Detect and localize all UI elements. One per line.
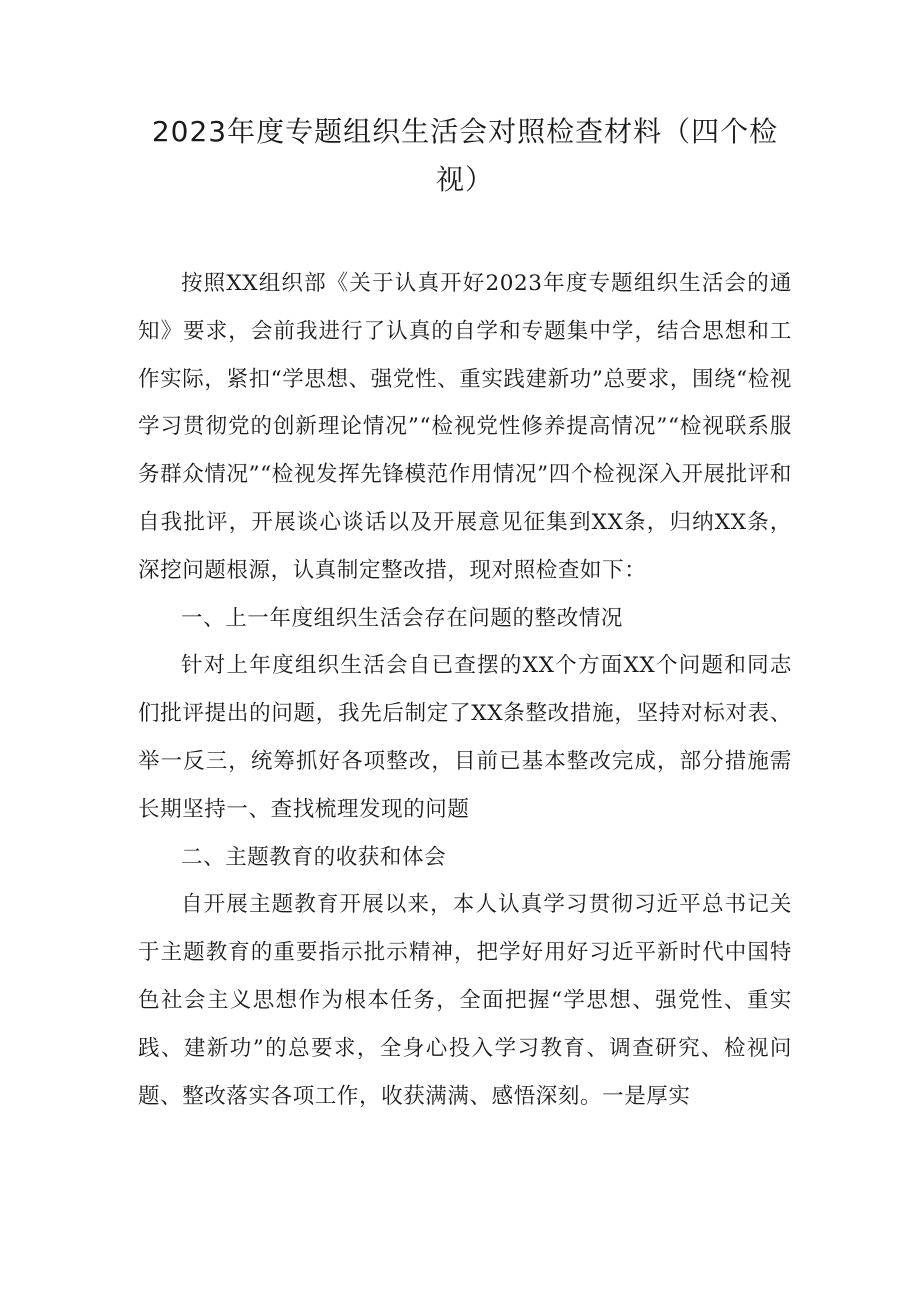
section-heading-2: 二、主题教育的收获和体会 xyxy=(181,844,447,870)
section-1-paragraph: 针对上年度组织生活会自已查摆的XX个方面XX个问题和同志们批评提出的问题，我先后制定了XX条整改措施，坚持对标对表、举一反三，统筹抓好各项整改，目前已基本整改完成，部分措施需长期坚持一、查找梳理发现的问题 xyxy=(138,653,792,822)
section-2-paragraph: 自开展主题教育开展以来，本人认真学习贯彻习近平总书记关于主题教育的重要指示批示精神，把学好用好习近平新时代中国特色社会主义思想作为根本任务，全面把握“学思想、强党性、重实践、建新功”的总要求，全身心投入学习教育、调查研究、检视问题、整改落实各项工作，收获满满、感悟深刻。一是厚实 xyxy=(138,892,792,1109)
document-title: 2023年度专题组织生活会对照检查材料（四个检视） xyxy=(151,115,779,196)
section-heading-1: 一、上一年度组织生活会存在问题的整改情况 xyxy=(181,605,624,631)
intro-paragraph: 按照XX组织部《关于认真开好2023年度专题组织生活会的通知》要求，会前我进行了认真的自学和专题集中学，结合思想和工作实际，紧扣“学思想、强党性、重实践建新功”总要求，围绕“检视学习贯彻党的创新理论情况”“检视党性修养提高情况”“检视联系服务群众情况”“检视发挥先锋模范作用情况”四个检视深入开展批评和自我批评，开展谈心谈话以及开展意见征集到XX条，归纳XX条，深挖问题根源，认真制定整改措，现对照检查如下： xyxy=(138,271,792,583)
